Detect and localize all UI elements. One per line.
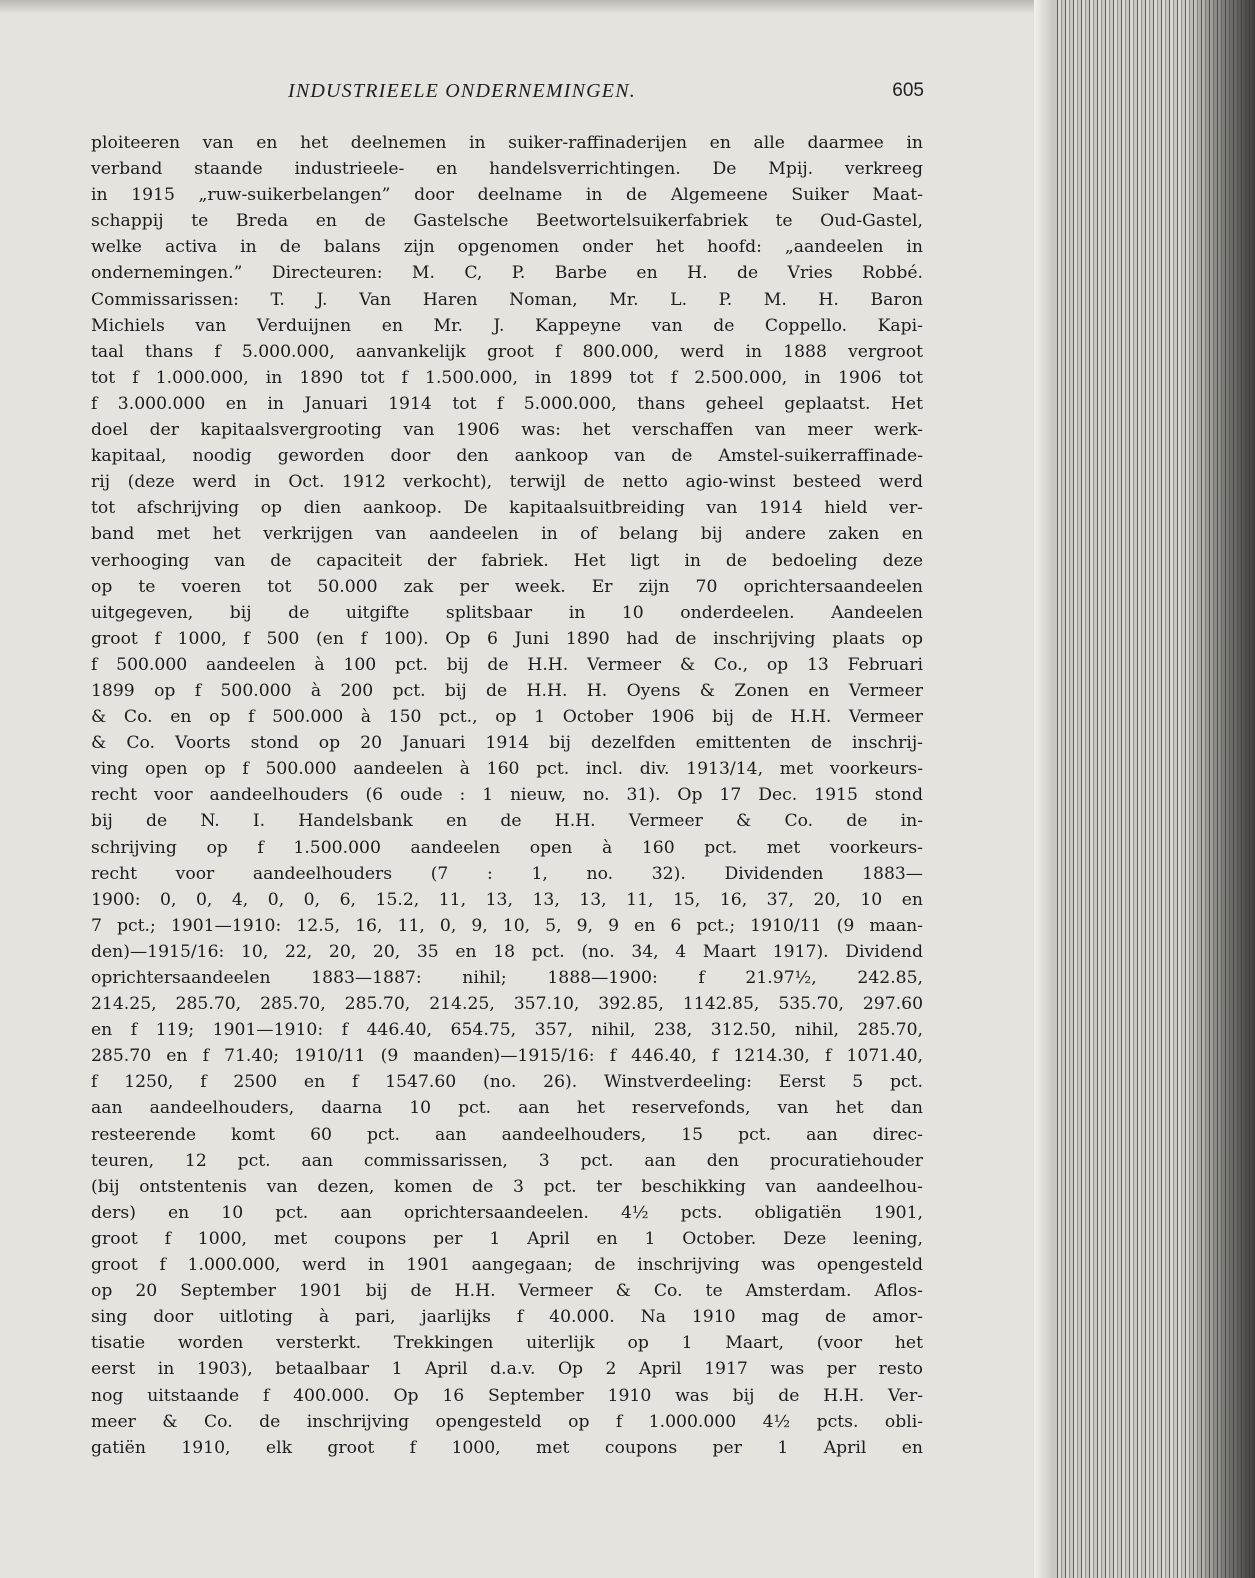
text-line: f 500.000 aandeelen à 100 pct. bij de H.H. Vermeer & Co., op 13 Februari xyxy=(91,654,923,675)
running-title: INDUSTRIEELE ONDERNEMINGEN. xyxy=(288,80,636,102)
text-line: en f 119; 1901—1910: f 446.40, 654.75, 357, nihil, 238, 312.50, nihil, 285.70, xyxy=(91,1020,923,1041)
text-line: Commissarissen: T. J. Van Haren Noman, Mr. L. P. M. H. Baron xyxy=(91,289,923,310)
text-line: doel der kapitaalsvergrooting van 1906 was: het verschaffen van meer werk- xyxy=(91,420,923,441)
text-line: schappij te Breda en de Gastelsche Beetwortelsuikerfabriek te Oud-Gastel, xyxy=(91,211,923,232)
text-line: resteerende komt 60 pct. aan aandeelhouders, 15 pct. aan direc- xyxy=(91,1124,923,1145)
text-line: meer & Co. de inschrijving opengesteld op f 1.000.000 4½ pcts. obli- xyxy=(91,1411,923,1432)
text-line: bij de N. I. Handelsbank en de H.H. Vermeer & Co. de in- xyxy=(91,811,923,832)
text-line: ondernemingen.” Directeuren: M. C, P. Barbe en H. de Vries Robbé. xyxy=(91,263,923,284)
page-number: 605 xyxy=(892,80,924,101)
page-block-edge xyxy=(1034,0,1255,1578)
text-line: welke activa in de balans zijn opgenomen onder het hoofd: „aandeelen in xyxy=(91,237,923,258)
text-line: aan aandeelhouders, daarna 10 pct. aan het reservefonds, van het dan xyxy=(91,1098,923,1119)
text-line: groot f 1000, f 500 (en f 100). Op 6 Juni 1890 had de inschrijving plaats op xyxy=(91,628,923,649)
text-line: tisatie worden versterkt. Trekkingen uiterlijk op 1 Maart, (voor het xyxy=(91,1333,923,1354)
text-line: f 3.000.000 en in Januari 1914 tot f 5.000.000, thans geheel geplaatst. Het xyxy=(91,393,923,414)
text-line: rij (deze werd in Oct. 1912 verkocht), terwijl de netto agio-winst besteed werd xyxy=(91,472,923,493)
text-line: f 1250, f 2500 en f 1547.60 (no. 26). Winstverdeeling: Eerst 5 pct. xyxy=(91,1072,923,1093)
text-line: op 20 September 1901 bij de H.H. Vermeer & Co. te Amsterdam. Aflos- xyxy=(91,1281,923,1302)
text-line: tot afschrijving op dien aankoop. De kapitaalsuitbreiding van 1914 hield ver- xyxy=(91,498,923,519)
text-line: ploiteeren van en het deelnemen in suiker-raffinaderijen en alle daarmee in xyxy=(91,133,923,153)
text-line: & Co. en op f 500.000 à 150 pct., op 1 October 1906 bij de H.H. Vermeer xyxy=(91,707,923,728)
text-line: 1899 op f 500.000 à 200 pct. bij de H.H. H. Oyens & Zonen en Vermeer xyxy=(91,680,923,701)
page-top-shadow xyxy=(0,0,1040,14)
text-line: groot f 1000, met coupons per 1 April en 1 October. Deze leening, xyxy=(91,1228,923,1249)
text-line: verhooging van de capaciteit der fabriek. Het ligt in de bedoeling deze xyxy=(91,550,923,571)
text-line: oprichtersaandeelen 1883—1887: nihil; 1888—1900: f 21.97½, 242.85, xyxy=(91,968,923,988)
text-line: tot f 1.000.000, in 1890 tot f 1.500.000, in 1899 tot f 2.500.000, in 1906 tot xyxy=(91,367,923,388)
text-line: recht voor aandeelhouders (6 oude : 1 nieuw, no. 31). Op 17 Dec. 1915 stond xyxy=(91,785,923,806)
text-line: eerst in 1903), betaalbaar 1 April d.a.v. Op 2 April 1917 was per resto xyxy=(91,1359,923,1380)
text-line: groot f 1.000.000, werd in 1901 aangegaan; de inschrijving was opengesteld xyxy=(91,1255,923,1276)
text-line: schrijving op f 1.500.000 aandeelen open à 160 pct. met voorkeurs- xyxy=(91,837,923,858)
text-line: taal thans f 5.000.000, aanvankelijk groot f 800.000, werd in 1888 vergroot xyxy=(91,341,923,362)
text-line: gatiën 1910, elk groot f 1000, met coupons per 1 April en xyxy=(91,1437,923,1458)
text-line: 214.25, 285.70, 285.70, 285.70, 214.25, 357.10, 392.85, 1142.85, 535.70, 297.60 xyxy=(91,994,923,1015)
text-line: kapitaal, noodig geworden door den aankoop van de Amstel-suikerraffinade- xyxy=(91,446,923,467)
text-line: Michiels van Verduijnen en Mr. J. Kappeyne van de Coppello. Kapi- xyxy=(91,315,923,336)
text-line: teuren, 12 pct. aan commissarissen, 3 pct. aan den procuratiehouder xyxy=(91,1150,923,1171)
text-line: sing door uitloting à pari, jaarlijks f 40.000. Na 1910 mag de amor- xyxy=(91,1307,923,1328)
text-line: ders) en 10 pct. aan oprichtersaandeelen. 4½ pcts. obligatiën 1901, xyxy=(91,1202,923,1223)
text-line: in 1915 „ruw-suikerbelangen” door deelname in de Algemeene Suiker Maat- xyxy=(91,185,923,206)
text-line: 285.70 en f 71.40; 1910/11 (9 maanden)—1915/16: f 446.40, f 1214.30, f 1071.40, xyxy=(91,1046,923,1067)
text-line: & Co. Voorts stond op 20 Januari 1914 bij dezelfden emittenten de inschrij- xyxy=(91,733,923,754)
text-line: band met het verkrijgen van aandeelen in of belang bij andere zaken en xyxy=(91,524,923,545)
text-line: uitgegeven, bij de uitgifte splitsbaar in 10 onderdeelen. Aandeelen xyxy=(91,602,923,623)
text-line: verband staande industrieele- en handelsverrichtingen. De Mpij. verkreeg xyxy=(91,159,923,180)
text-line: ving open op f 500.000 aandeelen à 160 pct. incl. div. 1913/14, met voorkeurs- xyxy=(91,759,923,780)
text-line: nog uitstaande f 400.000. Op 16 September 1910 was bij de H.H. Ver- xyxy=(91,1385,923,1406)
text-line: op te voeren tot 50.000 zak per week. Er zijn 70 oprichtersaandeelen xyxy=(91,576,923,597)
text-line: den)—1915/16: 10, 22, 20, 20, 35 en 18 pct. (no. 34, 4 Maart 1917). Dividend xyxy=(91,941,923,962)
text-line: (bij ontstentenis van dezen, komen de 3 pct. ter beschikking van aandeelhou- xyxy=(91,1176,923,1197)
body-text xyxy=(91,130,923,1461)
text-line: recht voor aandeelhouders (7 : 1, no. 32). Dividenden 1883— xyxy=(91,863,923,884)
text-line: 7 pct.; 1901—1910: 12.5, 16, 11, 0, 9, 10, 5, 9, 9 en 6 pct.; 1910/11 (9 maan- xyxy=(91,915,923,936)
text-line: 1900: 0, 0, 4, 0, 0, 6, 15.2, 11, 13, 13, 13, 11, 15, 16, 37, 20, 10 en xyxy=(91,889,923,910)
